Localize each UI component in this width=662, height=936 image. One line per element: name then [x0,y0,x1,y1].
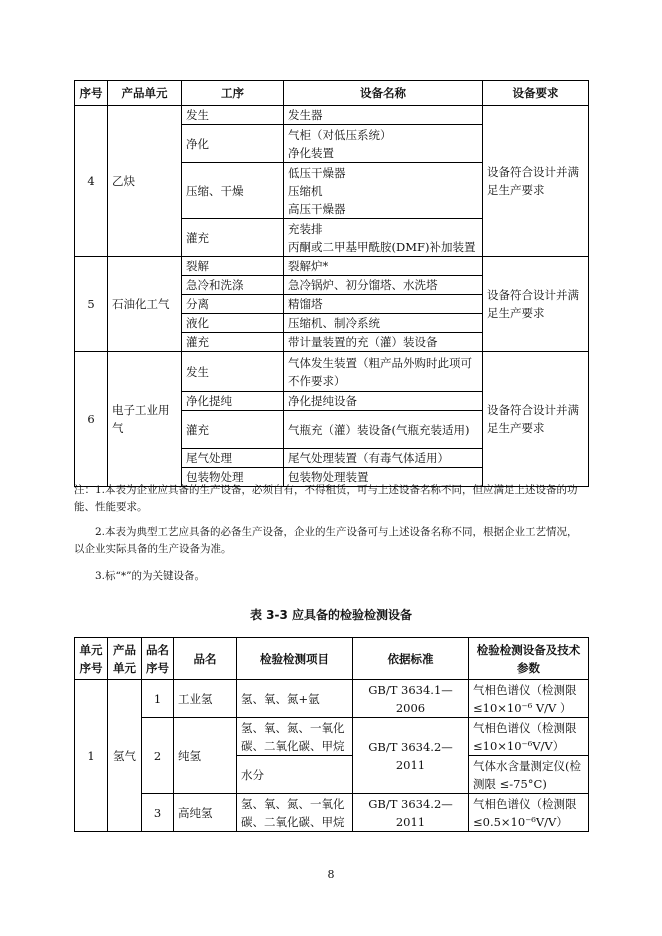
equipment-cell [284,125,483,163]
equipment-cell [284,163,483,219]
standard-cell: GB/T 3634.2—2011 [353,794,469,832]
test-cell: 氢、氧、氮、一氧化碳、二氧化碳、甲烷 [237,794,353,832]
header-cell: 工序 [182,81,284,106]
table-header-row [75,81,589,106]
equipment-cell: 气相色谱仪（检测限≤10×10⁻⁶V/V） [469,718,589,756]
table-title: 表 3-3 应具备的检验检测设备 [249,608,413,622]
equipment-line: 气柜（对低压系统） [288,127,392,142]
item-name-cell: 纯氢 [174,718,237,794]
unit-cell: 石油化工气 [108,257,182,352]
unit-cell: 氢气 [108,680,142,832]
item-no-cell: 2 [142,718,174,794]
inspection-equipment-table [74,637,589,832]
process-cell: 发生 [182,352,284,392]
page-number: 8 [327,868,335,881]
serial-cell: 5 [75,257,108,352]
test-cell: 氢、氧、氮+氩 [237,680,353,718]
equipment-cell [284,106,483,125]
unit-cell: 电子工业用气 [108,352,182,487]
process-cell: 压缩、干燥 [182,163,284,219]
requirement-cell: 设备符合设计并满足生产要求 [483,257,589,352]
table-row [75,257,589,276]
equipment-line: 压缩机 [288,183,323,198]
header-cell: 产品单元 [108,638,142,680]
equipment-cell: 气相色谱仪（检测限≤10×10⁻⁶ V/V ） [469,680,589,718]
equipment-line: 高压干燥器 [288,201,346,216]
table-row [75,680,589,718]
header-cell: 检验检测项目 [237,638,353,680]
equipment-cell: 尾气处理装置（有毒气体适用） [284,449,483,468]
process-cell: 裂解 [182,257,284,276]
equipment-cell: 精馏塔 [284,295,483,314]
serial-cell: 4 [75,106,108,257]
table-row [75,718,589,756]
equipment-cell: 气瓶充（灌）装设备(气瓶充装适用) [284,411,483,449]
process-cell: 发生 [182,106,284,125]
note-2: 2.本表为典型工艺应具备的必备生产设备，企业的生产设备可与上述设备名称不同，根据企业工艺情况，以企业实际具备的生产设备为准。 [74,526,578,555]
standard-cell: GB/T 3634.2—2011 [353,718,469,794]
process-cell: 净化 [182,125,284,163]
equipment-line: 低压干燥器 [288,165,346,180]
standard-cell: GB/T 3634.1—2006 [353,680,469,718]
equipment-cell: 带计量装置的充（灌）装设备 [284,333,483,352]
item-name-cell: 高纯氢 [174,794,237,832]
equipment-cell: 气相色谱仪（检测限≤0.5×10⁻⁶V/V） [469,794,589,832]
header-cell: 品名序号 [142,638,174,680]
table-header-row [75,638,589,680]
equipment-line: 净化装置 [288,145,334,160]
test-cell: 水分 [237,756,353,794]
equipment-cell [284,219,483,257]
header-cell: 品名 [174,638,237,680]
header-cell: 检验检测设备及技术参数 [469,638,589,680]
process-cell: 包装物处理 [182,468,284,487]
header-cell: 设备要求 [483,81,589,106]
table-row [75,352,589,392]
equipment-line: 发生器 [288,108,323,122]
serial-cell: 6 [75,352,108,487]
process-cell: 分离 [182,295,284,314]
header-cell: 单元序号 [75,638,108,680]
header-cell: 设备名称 [284,81,483,106]
process-cell: 液化 [182,314,284,333]
equipment-cell: 裂解炉* [284,257,483,276]
equipment-cell: 气体发生装置（粗产品外购时此项可不作要求） [284,352,483,392]
unit-no-cell: 1 [75,680,108,832]
item-name-cell: 工业氢 [174,680,237,718]
item-no-cell: 1 [142,680,174,718]
requirement-cell: 设备符合设计并满足生产要求 [483,352,589,487]
header-cell: 产品单元 [108,81,182,106]
process-cell: 尾气处理 [182,449,284,468]
equipment-cell: 包装物处理装置 [284,468,483,487]
process-cell: 灌充 [182,333,284,352]
equipment-cell: 气体水含量测定仪(检测限 ≤-75°C) [469,756,589,794]
header-cell: 序号 [75,81,108,106]
equipment-cell: 净化提纯设备 [284,392,483,411]
process-cell: 灌充 [182,219,284,257]
process-cell: 急冷和洗涤 [182,276,284,295]
note-1: 注：1.本表为企业应具备的生产设备，必须自有，不得租赁，可与上述设备名称不同，但应满足上述设备的功能、性能要求。 [74,484,578,513]
test-cell: 氢、氧、氮、一氧化碳、二氧化碳、甲烷 [237,718,353,756]
note-3: 3.标“*”的为关键设备。 [95,570,206,582]
process-cell: 灌充 [182,411,284,449]
process-cell: 净化提纯 [182,392,284,411]
table-row [75,106,589,125]
equipment-cell: 压缩机、制冷系统 [284,314,483,333]
equipment-line: 丙酮或二甲基甲酰胺(DMF)补加装置 [288,239,476,254]
equipment-line: 充装排 [288,221,323,236]
production-equipment-table [74,80,589,487]
header-cell: 依据标准 [353,638,469,680]
item-no-cell: 3 [142,794,174,832]
table-row [75,794,589,832]
requirement-cell: 设备符合设计并满足生产要求 [483,106,589,257]
unit-cell: 乙炔 [108,106,182,257]
equipment-cell: 急冷锅炉、初分馏塔、水洗塔 [284,276,483,295]
